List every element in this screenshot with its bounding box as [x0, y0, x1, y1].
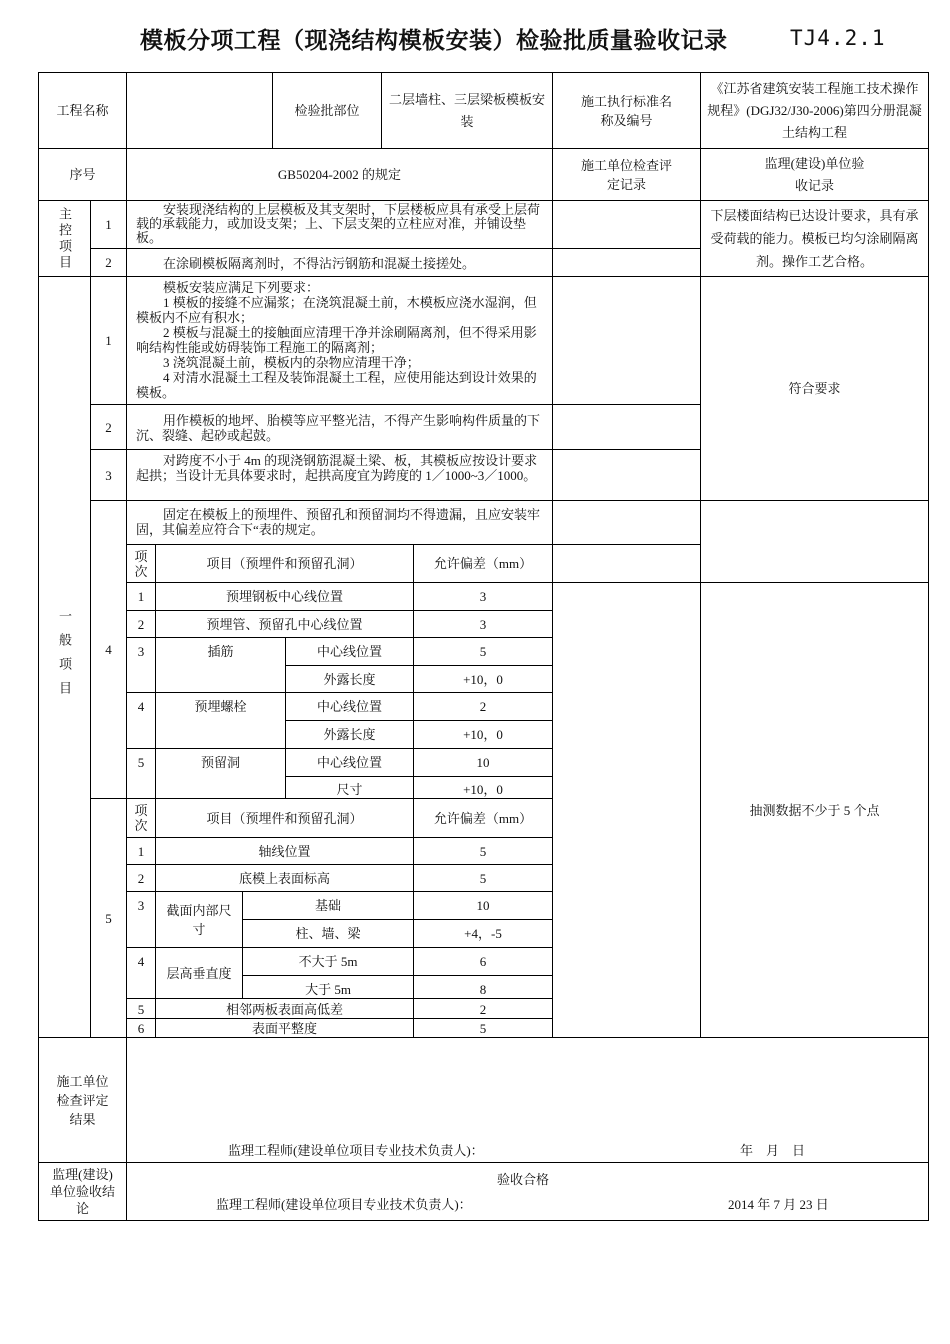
- supervision-signature-line: 监理工程师(建设单位项目专业技术负责人)：: [216, 1197, 472, 1212]
- construction-result-label: 施工单位检查评定结果: [56, 1073, 109, 1127]
- main-item-1-text: 安装现浇结构的上层模板及其支架时，下层楼板应具有承受上层荷载的承载能力，或加设支架；上、下层支架的立柱应对准，并铺设垫板。: [136, 202, 541, 245]
- item4-sub-name: 外露长度: [323, 671, 376, 687]
- document-title: 模板分项工程（现浇结构模板安装）检验批质量验收记录: [140, 28, 728, 54]
- supervision-date: 2014 年 7 月 23 日: [728, 1197, 829, 1212]
- item4-sub-name: 外露长度: [323, 727, 376, 742]
- item5-row-tol: 5: [479, 1021, 487, 1036]
- item5-sub-name: 大于 5m: [305, 982, 351, 997]
- item5-row-item: 相邻两板表面高低差: [225, 1002, 343, 1017]
- item5-row-item: 截面内部尺寸: [166, 902, 232, 937]
- general-1-3-acceptance: 符合要求: [788, 381, 841, 396]
- construction-check-header: 施工单位检查评定记录: [581, 157, 673, 192]
- form-code: TJ4.2.1: [790, 26, 886, 50]
- item4-row-item: 插筋: [207, 644, 234, 659]
- main-control-acceptance: 下层楼面结构已达设计要求，具有承受荷载的能力。模板已均匀涂刷隔离剂。操作工艺合格。: [710, 208, 919, 269]
- item5-sub-name: 柱、墙、梁: [295, 926, 361, 941]
- item5-sub-tol: 6: [479, 954, 487, 969]
- item4-sub-tol: +10，0: [463, 671, 503, 687]
- general-item-3-text: 对跨度不小于 4m 的现浇钢筋混凝土梁、板，其模板应按设计要求起拱；当设计无具体要求时，起拱高度宜为跨度的 1／1000~3／1000。: [136, 453, 538, 483]
- general-item-2-text: 用作模板的地坪、胎模等应平整光洁，不得产生影响构件质量的下沉、裂缝、起砂或起鼓。: [136, 413, 541, 443]
- item5-row-no: 4: [137, 954, 145, 969]
- item5-row-tol: 5: [479, 843, 487, 859]
- item4-row-item: 预留洞: [200, 755, 240, 770]
- item5-row-no: 5: [137, 1002, 145, 1017]
- general-item-4-no: 4: [105, 642, 112, 657]
- seq-column-header: 序号: [69, 167, 96, 182]
- item4-sub-name: 中心线位置: [316, 755, 382, 770]
- construction-signature-line: 监理工程师(建设单位项目专业技术负责人)：: [228, 1143, 484, 1158]
- construction-date: 年 月 日: [740, 1143, 806, 1158]
- item4-head-tol: 允许偏差（mm）: [433, 556, 533, 571]
- general-item-1-line: 3 浇筑混凝土前，模板内的杂物应清理干净；: [163, 355, 420, 370]
- item5-sub-tol: +4，-5: [464, 926, 502, 941]
- item5-head-no: 项次: [134, 803, 148, 833]
- item4-sub-tol: 5: [479, 644, 487, 659]
- item4-sub-tol: +10，0: [463, 782, 503, 797]
- general-item-1-text: [136, 280, 548, 400]
- item5-row-tol: 5: [479, 870, 487, 886]
- general-label: 一般项目: [57, 609, 72, 705]
- item4-row-no: 3: [137, 644, 145, 659]
- general-item-1-line: 模板安装应满足下列要求：: [163, 280, 320, 295]
- item5-row-no: 3: [137, 898, 145, 913]
- main-item-1-no: 1: [105, 217, 112, 232]
- general-item-3-no: 3: [105, 467, 112, 483]
- item5-sub-name: 不大于 5m: [298, 954, 358, 969]
- item4-row-no: 1: [137, 589, 145, 604]
- general-item-4-intro: 固定在模板上的预埋件、预留孔和预留洞均不得遗漏，且应安装牢固，其偏差应符合下“表的规定。: [136, 507, 541, 537]
- main-control-label: 主控项目: [57, 206, 72, 271]
- general-item-5-no: 5: [105, 910, 112, 926]
- item5-row-no: 2: [137, 870, 145, 886]
- general-item-1-line: 1 模板的接缝不应漏浆；在浇筑混凝土前，木模板应浇水湿润，但模板内不应有积水；: [136, 295, 537, 325]
- general-4-5-acceptance: 抽测数据不少于 5 个点: [749, 802, 880, 818]
- item4-row-no: 5: [137, 755, 145, 770]
- item4-row-item: 预埋钢板中心线位置: [225, 589, 343, 604]
- item4-row-tol: 3: [479, 589, 487, 604]
- item5-sub-tol: 10: [476, 898, 490, 913]
- standard-label: 施工执行标准名称及编号: [580, 93, 672, 128]
- general-item-1-line: 2 模板与混凝土的接触面应清理干净并涂刷隔离剂，但不得采用影响结构性能或妨碍装饰工程施工的隔离剂；: [136, 325, 537, 355]
- item5-row-tol: 2: [479, 1002, 487, 1017]
- item5-row-item: 层高垂直度: [166, 965, 232, 981]
- item4-sub-name: 中心线位置: [316, 699, 382, 714]
- project-name-label: 工程名称: [56, 103, 109, 118]
- item5-head-tol: 允许偏差（mm）: [433, 810, 533, 826]
- item4-sub-name: 中心线位置: [316, 644, 382, 659]
- item5-row-no: 6: [137, 1021, 145, 1036]
- standard-value: 《江苏省建筑安装工程施工技术操作规程》(DGJ32/J30-2006)第四分册混凝土结构工程: [707, 80, 922, 140]
- item4-sub-tol: 2: [479, 699, 487, 714]
- supervision-accept-header: 监理(建设)单位验收记录: [764, 155, 865, 193]
- general-item-2-no: 2: [105, 419, 112, 435]
- project-name-value: [127, 73, 272, 148]
- general-item-1-line: 4 对清水混凝土工程及装饰混凝土工程，应使用能达到设计效果的模板。: [136, 370, 537, 400]
- item4-row-tol: 3: [479, 616, 487, 632]
- general-item-1-no: 1: [105, 333, 112, 348]
- rule-column-header: GB50204-2002 的规定: [277, 167, 402, 182]
- document-header: [0, 22, 950, 62]
- batch-location-label: 检验批部位: [294, 103, 360, 118]
- item4-sub-tol: +10，0: [463, 727, 503, 742]
- supervision-result: 验收合格: [497, 1172, 550, 1187]
- item4-head-no: 项次: [134, 548, 148, 579]
- main-item-2-no: 2: [105, 255, 112, 270]
- item5-sub-tol: 8: [479, 982, 487, 997]
- item4-row-no: 2: [137, 616, 145, 632]
- item4-row-item: 预埋螺栓: [194, 699, 247, 714]
- item5-row-item: 底模上表面标高: [238, 870, 330, 886]
- item5-row-item: 表面平整度: [251, 1021, 317, 1036]
- item4-sub-tol: 10: [476, 755, 490, 770]
- item5-sub-name: 基础: [314, 898, 341, 913]
- item4-row-no: 4: [137, 699, 145, 714]
- main-item-2-text: 在涂刷模板隔离剂时，不得沾污钢筋和混凝土接搓处。: [163, 256, 476, 271]
- supervision-conclusion-label: 监理(建设)单位验收结论: [49, 1167, 115, 1216]
- item5-row-item: 轴线位置: [258, 843, 311, 859]
- batch-location-value: 二层墙柱、三层梁板模板安装: [388, 91, 545, 129]
- item5-head-item: 项目（预埋件和预留孔洞）: [206, 810, 363, 826]
- item4-sub-name: 尺寸: [336, 782, 363, 797]
- item4-head-item: 项目（预埋件和预留孔洞）: [206, 556, 363, 571]
- item5-row-no: 1: [137, 843, 145, 859]
- item4-row-item: 预埋管、预留孔中心线位置: [206, 616, 363, 632]
